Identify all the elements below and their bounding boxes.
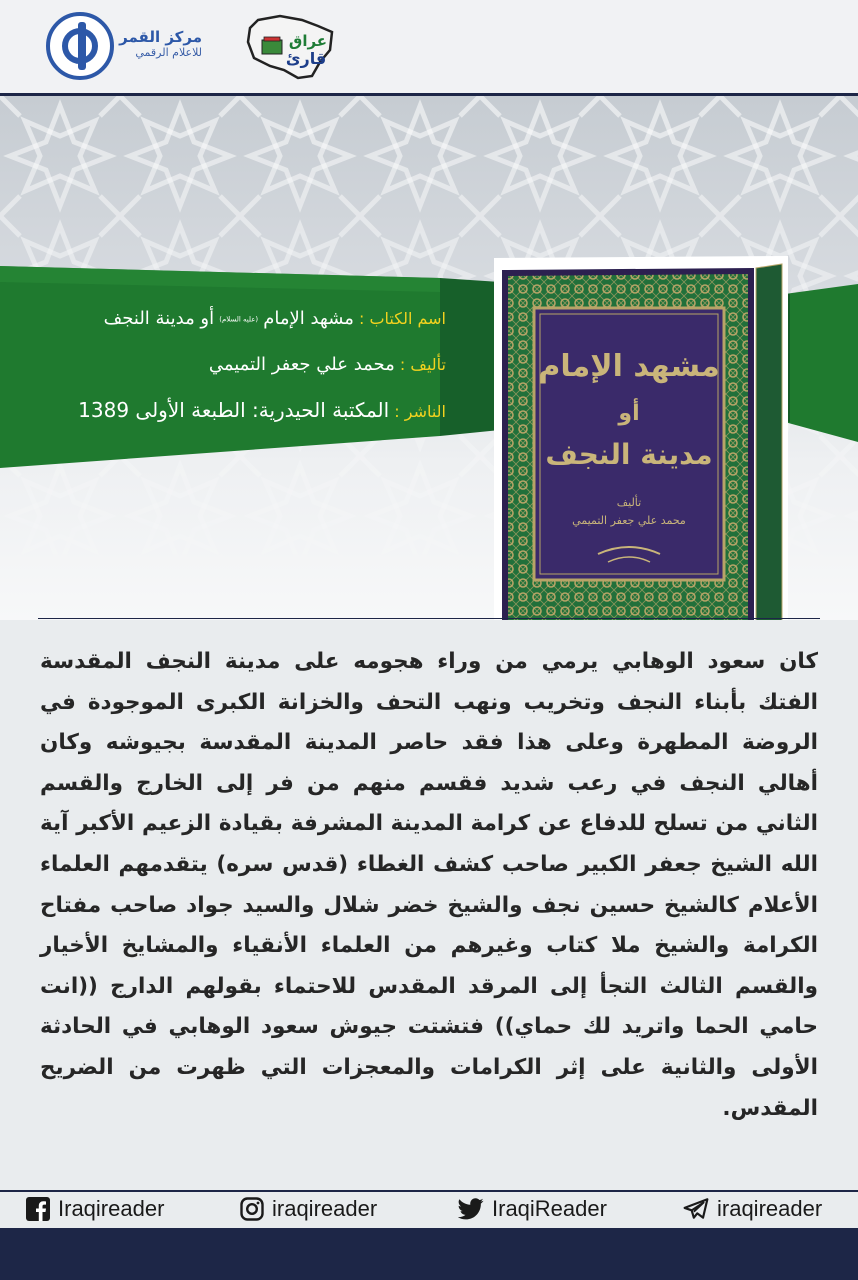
twitter-icon bbox=[458, 1198, 484, 1220]
header bbox=[0, 0, 858, 94]
title-rest: أو مدينة النجف bbox=[103, 308, 215, 329]
telegram-icon bbox=[683, 1198, 709, 1220]
iraqi-reader-logo-icon bbox=[240, 6, 340, 86]
facebook-link[interactable] bbox=[26, 1194, 164, 1224]
cover-by: تأليف bbox=[616, 496, 642, 509]
twitter-handle: IraqiReader bbox=[492, 1196, 607, 1221]
cover-title-line1: مشهد الإمام bbox=[538, 349, 720, 384]
telegram-link[interactable] bbox=[683, 1194, 822, 1224]
moon-center-logo-text bbox=[118, 28, 202, 60]
title-label: اسم الكتاب : bbox=[359, 309, 446, 328]
article-paragraph: كان سعود الوهابي يرمي من وراء هجومه على مدينة النجف المقدسة الفتك بأبناء النجف وتخريب ونهب التحف والخزانة الكبرى الموجودة في الروضة المطهرة وعلى هذا فقد حاصر المدينة المقدسة بجيوشه وكان أهالي النجف في رعب شديد فقسم منهم من فر إلى الخارج والقسم الثاني من تسلح للدفاع عن كرامة المدينة المشرفة بقيادة الزعيم الأكبر آية الله الشيخ جعفر الكبير صاحب كشف الغطاء (قدس سره) يتقدمهم العلماء الأعلام كالشيخ حسين نجف والشيخ خضر شلال والسيد جواد صاحب مفتاح الكرامة والشيخ ملا كتاب وغيرهم من العلماء الأنقياء والمشايخ الأخيار والقسم الثالث التجأ إلى المرقد المقدس للاحتماء بقولهم الدارج ((انت حامي الحما واتريد لك حماي)) فتشتت جيوش سعود الوهابي في الحادثة الأولى والثانية على إثر الكرامات والمعجزات التي ظهرت من الضريح المقدس. bbox=[40, 649, 818, 1121]
facebook-icon bbox=[26, 1197, 50, 1221]
instagram-icon bbox=[240, 1197, 264, 1221]
book-cover-image bbox=[488, 254, 794, 620]
book-title-row bbox=[104, 308, 446, 329]
publisher-value: المكتبة الحيدرية: الطبعة الأولى 1389 bbox=[78, 398, 390, 422]
instagram-link[interactable] bbox=[240, 1194, 377, 1224]
center-name: مركز القمر bbox=[119, 28, 202, 46]
cover-title-line2: أو bbox=[618, 401, 640, 426]
book-author-row bbox=[209, 354, 446, 375]
telegram-handle: iraqireader bbox=[717, 1196, 823, 1221]
svg-text:عراق: عراق bbox=[288, 32, 328, 50]
title-honorific: (عليه السلام) bbox=[219, 315, 259, 324]
center-subtitle: للاعلام الرقمي bbox=[135, 46, 202, 59]
facebook-handle: Iraqireader bbox=[58, 1196, 165, 1221]
hero-banner bbox=[0, 96, 858, 620]
twitter-link[interactable] bbox=[458, 1194, 607, 1224]
instagram-handle: iraqireader bbox=[272, 1196, 378, 1221]
cover-author: محمد علي جعفر التميمي bbox=[572, 514, 686, 527]
moon-center-logo-icon bbox=[46, 12, 114, 80]
footer-bar bbox=[0, 1228, 858, 1280]
cover-title-line3: مدينة النجف bbox=[545, 438, 713, 471]
author-label: تأليف : bbox=[399, 355, 446, 374]
footer-divider bbox=[0, 1190, 858, 1192]
publisher-label: الناشر : bbox=[394, 402, 446, 421]
book-publisher-row bbox=[78, 398, 446, 422]
svg-text:قارئ: قارئ bbox=[285, 49, 327, 68]
author-value: محمد علي جعفر التميمي bbox=[208, 354, 395, 375]
title-value: مشهد الإمام bbox=[263, 308, 354, 329]
section-divider bbox=[38, 618, 820, 619]
